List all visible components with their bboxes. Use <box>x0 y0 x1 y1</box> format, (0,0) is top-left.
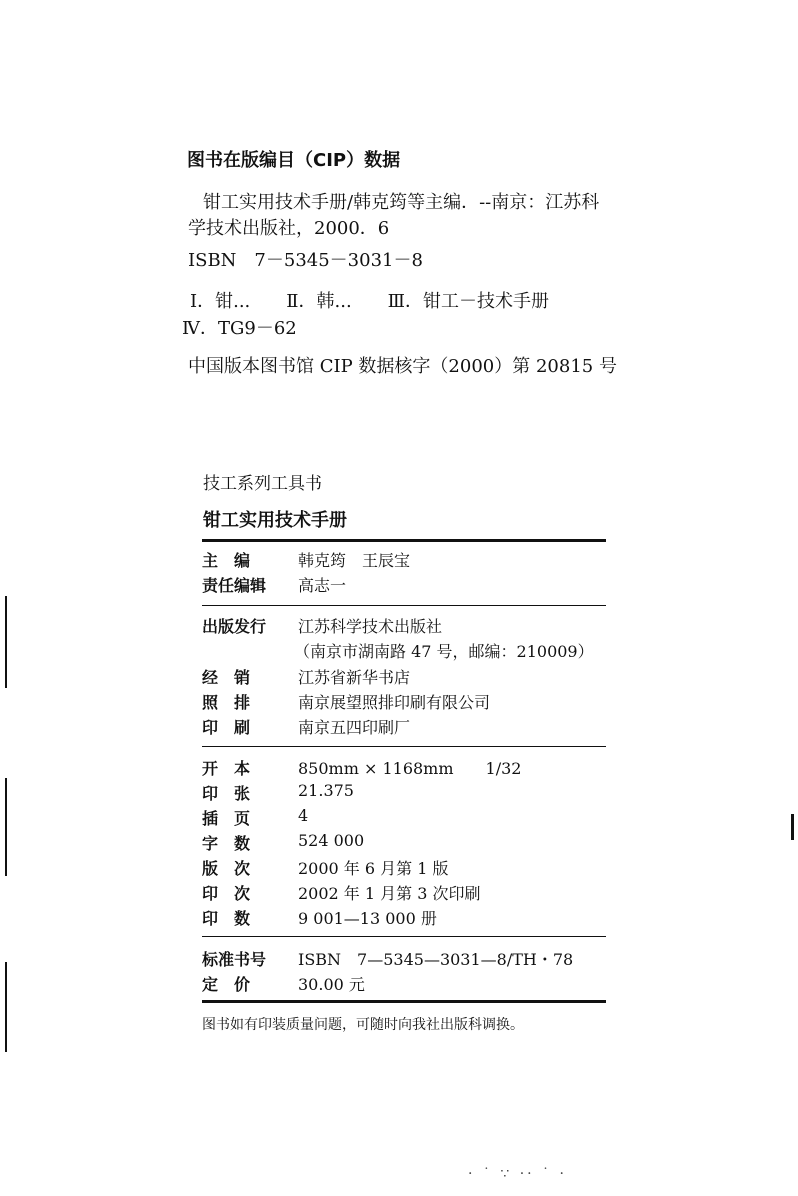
rule-bottom <box>202 1000 606 1003</box>
row-standard-no <box>202 947 612 971</box>
scan-noise: · ˙ ∵ ·· ˙ · <box>468 1166 567 1182</box>
rule-2 <box>202 746 606 747</box>
cip-subject-line: Ⅰ．钳... Ⅱ．韩... Ⅲ．钳工－技术手册 <box>190 291 550 312</box>
sheets-value: 21.375 <box>298 781 354 800</box>
edition-value: 2000 年 6 月第 1 版 <box>298 859 449 878</box>
book-title: 钳工实用技术手册 <box>203 510 347 531</box>
row-responsible-editor <box>202 573 612 597</box>
editors-value: 韩克筠 王辰宝 <box>298 551 411 570</box>
series-name: 技工系列工具书 <box>203 474 322 494</box>
cip-line-1: 钳工实用技术手册/韩克筠等主编．--南京：江苏科 <box>203 192 600 213</box>
plates-value: 4 <box>298 806 309 825</box>
row-print-run <box>202 906 612 930</box>
typesetting-label: 照 排 <box>202 693 251 712</box>
impression-value: 2002 年 1 月第 3 次印刷 <box>298 884 481 903</box>
standard-no-label: 标准书号 <box>202 950 267 969</box>
edition-label: 版 次 <box>202 859 251 878</box>
row-price <box>202 972 612 996</box>
sheets-label: 印 张 <box>202 784 251 803</box>
cip-record-number: 中国版本图书馆 CIP 数据核字（2000）第 20815 号 <box>188 356 617 377</box>
printing-value: 南京五四印刷厂 <box>298 718 411 737</box>
typesetting-value: 南京展望照排印刷有限公司 <box>298 693 491 712</box>
format-label: 开 本 <box>202 759 251 778</box>
row-edition <box>202 856 612 880</box>
row-plates <box>202 806 612 830</box>
plates-label: 插 页 <box>202 809 251 828</box>
row-editors <box>202 548 612 572</box>
word-count-label: 字 数 <box>202 834 251 853</box>
row-distributor <box>202 665 612 689</box>
distributor-label: 经 销 <box>202 668 251 687</box>
cip-classification: Ⅳ．TG9－62 <box>182 318 297 339</box>
scan-edge-mark-left <box>5 962 7 1052</box>
responsible-editor-value: 高志一 <box>298 576 347 595</box>
impression-label: 印 次 <box>202 884 251 903</box>
publisher-address: （南京市湖南路 47 号，邮编：210009） <box>294 642 594 661</box>
publisher-label: 出版发行 <box>202 617 267 636</box>
print-run-label: 印 数 <box>202 909 251 928</box>
row-word-count <box>202 831 612 855</box>
row-typesetting <box>202 690 612 714</box>
print-run-value: 9 001—13 000 册 <box>298 909 437 928</box>
row-printing <box>202 715 612 739</box>
editors-label: 主 编 <box>202 551 251 570</box>
word-count-value: 524 000 <box>298 831 365 850</box>
scan-edge-mark-left <box>5 778 7 876</box>
footer-note: 图书如有印装质量问题，可随时向我社出版科调换。 <box>202 1017 524 1033</box>
publisher-value: 江苏科学技术出版社 <box>298 617 443 636</box>
price-label: 定 价 <box>202 975 251 994</box>
responsible-editor-label: 责任编辑 <box>202 576 267 595</box>
row-publisher <box>202 614 612 638</box>
price-value: 30.00 元 <box>298 975 365 994</box>
scan-edge-mark-right <box>791 814 794 840</box>
printing-label: 印 刷 <box>202 718 251 737</box>
row-impression <box>202 881 612 905</box>
row-publisher-address <box>202 639 612 663</box>
rule-3 <box>202 936 606 937</box>
row-sheets <box>202 781 612 805</box>
row-format <box>202 756 612 780</box>
cip-line-2: 学技术出版社，2000．6 <box>188 218 390 239</box>
rule-top <box>202 539 606 542</box>
rule-1 <box>202 605 606 606</box>
format-value: 850mm × 1168mm 1/32 <box>298 759 522 778</box>
cip-isbn: ISBN 7－5345－3031－8 <box>188 250 423 271</box>
cip-title: 图书在版编目（CIP）数据 <box>187 150 401 171</box>
standard-no-value: ISBN 7—5345—3031—8/TH・78 <box>298 950 574 969</box>
distributor-value: 江苏省新华书店 <box>298 668 411 687</box>
scan-edge-mark-left <box>5 596 7 688</box>
